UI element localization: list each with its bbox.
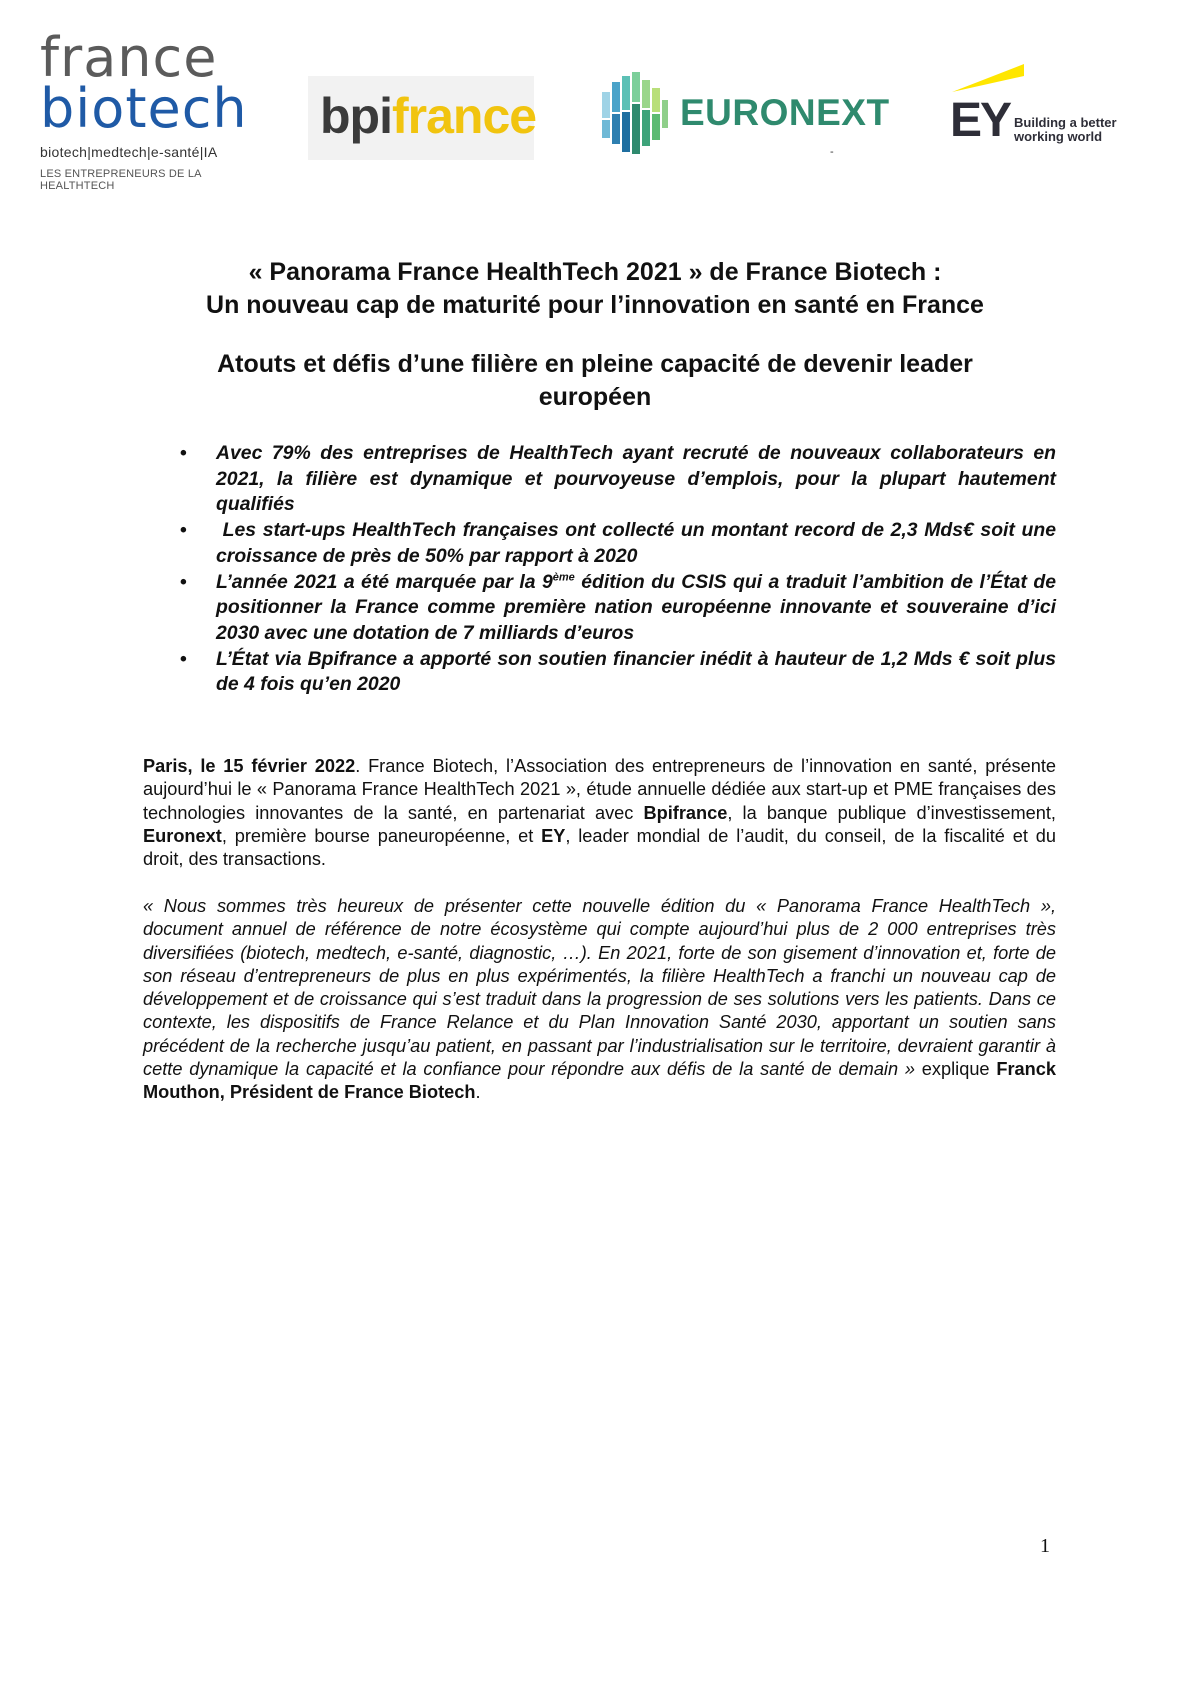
bullet-icon: • <box>180 519 187 542</box>
ey-logo-text: EY <box>950 94 1011 147</box>
ordinal-superscript: ème <box>552 571 575 584</box>
euronext-logo-mark: - <box>830 146 834 158</box>
key-point-text <box>216 571 1056 644</box>
press-release-subtitle <box>130 348 1060 414</box>
bpifrance-logo-france: france <box>391 88 537 144</box>
key-point-text: Les start-ups HealthTech françaises ont collecté un montant record de 2,3 Mds€ soit une croissance de près de 50% par rapport à 2020 <box>216 519 1062 567</box>
ey-logo-tagline <box>1014 116 1117 144</box>
intro-paragraph <box>143 755 1056 871</box>
key-point <box>172 518 1062 569</box>
key-point-text: L’État via Bpifrance a apporté son soutien financier inédit à hauteur de 1,2 Mds € soit plus de 4 fois qu’en 2020 <box>216 647 1056 696</box>
ey-tagline-line1: Building a better <box>1014 115 1117 130</box>
euronext-mosaic-icon <box>598 72 670 158</box>
ey-tagline-line2: working world <box>1014 129 1103 144</box>
subtitle-line-1: Atouts et défis d’une filière en pleine capacité de devenir leader <box>217 350 973 378</box>
intro-text-3: , première bourse paneuropéenne, et <box>221 825 542 846</box>
france-biotech-logo-subtitle: LES ENTREPRENEURS DE LA HEALTHTECH <box>40 168 202 192</box>
partner-bpifrance: Bpifrance <box>643 802 728 823</box>
ey-logo <box>950 64 1130 154</box>
key-point-text: Avec 79% des entreprises de HealthTech ayant recruté de nouveaux collaborateurs en 2021, la filière est dynamique et pourvoyeuse d’emplois, pour la plupart hautement qualifiés <box>216 442 1056 516</box>
bullet-icon: • <box>180 570 187 593</box>
press-release-title <box>130 256 1060 322</box>
ey-beam-icon <box>952 64 1024 94</box>
quote-speaker: Franck Mouthon, Président de France Biotech <box>143 1059 1056 1103</box>
intro-text-1: . France Biotech, l’Association des entrepreneurs de l’innovation en santé, présente aujourd’hui le « Panorama France HealthTech 2021 », étude annuelle dédiée aux start-up et PME françaises des technologies innovantes de la santé, en partenariat avec <box>143 756 1057 823</box>
euronext-logo <box>598 72 890 162</box>
quote-end: . <box>475 1082 481 1103</box>
bpifrance-logo-bpi: bpi <box>320 88 392 144</box>
partner-logos <box>0 0 1190 200</box>
partner-ey: EY <box>541 825 566 846</box>
france-biotech-logo <box>40 26 270 192</box>
france-biotech-logo-biotech-text: biotech <box>40 77 248 140</box>
key-point <box>172 570 1056 647</box>
bpifrance-logo <box>308 76 537 160</box>
intro-text-2: , la banque publique d’investissement, <box>727 802 1056 823</box>
partner-euronext: Euronext <box>143 825 222 846</box>
quote-attribution-verb: explique <box>915 1059 997 1080</box>
page-number: 1 <box>1040 1535 1050 1557</box>
title-line-2: Un nouveau cap de maturité pour l’innovation en santé en France <box>206 291 984 319</box>
key-point <box>172 647 1056 698</box>
title-line-1: « Panorama France HealthTech 2021 » de France Biotech : <box>248 258 942 286</box>
dateline: Paris, le 15 février 2022 <box>143 756 356 776</box>
bpifrance-logo-text <box>320 86 536 146</box>
key-point <box>172 441 1056 518</box>
key-points-list <box>172 441 1062 698</box>
bullet-icon: • <box>180 647 187 670</box>
quote-paragraph <box>143 895 1056 1105</box>
key-point-text-start: L’année 2021 a été marquée par la 9 <box>216 570 553 593</box>
key-point-text-end: édition du CSIS qui a traduit l’ambition de l’État de positionner la France comme première nation européenne innovante et souveraine d’ici 2030 avec une dotation de 7 milliards d’euros <box>216 570 1056 644</box>
france-biotech-logo-biotech <box>40 77 270 140</box>
euronext-logo-text: EURONEXT <box>680 92 890 133</box>
bullet-icon: • <box>180 442 187 464</box>
france-biotech-logo-tags: biotech|medtech|e-santé|IA <box>40 144 218 160</box>
subtitle-line-2: européen <box>538 383 652 411</box>
intro-text-4: , leader mondial de l’audit, du conseil, de la fiscalité et du droit, des transactions. <box>143 825 1056 870</box>
france-biotech-logo-france: france <box>40 26 218 89</box>
quote-text: « Nous sommes très heureux de présenter cette nouvelle édition du « Panorama France HealthTech », document annuel de référence de notre écosystème qui compte aujourd’hui plus de 2 000 entreprises très diversifiées (biotech, medtech, e-santé, diagnostic, …). En 2021, forte de son gisement d’innovation et, forte de son réseau d’entrepreneurs de plus en plus expérimentés, la filière HealthTech a franchi un nouveau cap de développement et de croissance qui s’est traduit dans la progression de ses solutions vers les patients. Dans ce contexte, les dispositifs de France Relance et du Plan Innovation Santé 2030, apportant un soutien sans précédent de la recherche jusqu’au patient, en passant par l’industrialisation sur le territoire, devraient garantir à cette dynamique la capacité et la confiance pour répondre aux défis de la santé de demain » <box>143 896 1056 1080</box>
